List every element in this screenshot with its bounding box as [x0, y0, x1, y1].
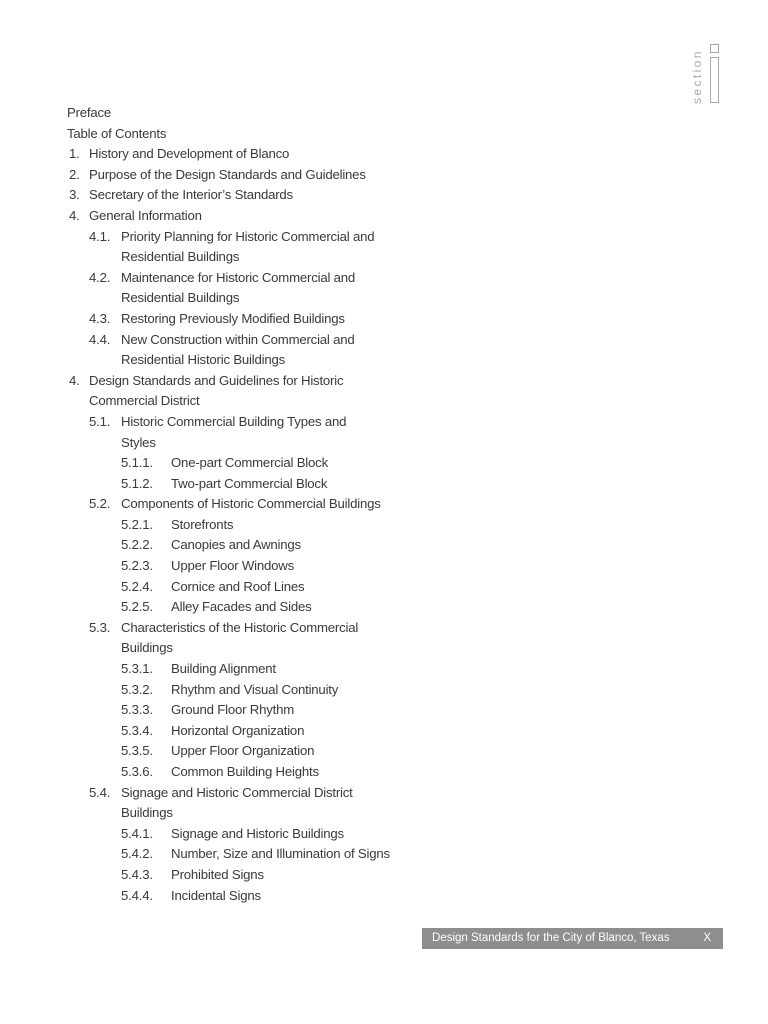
toc-entry-text: Characteristics of the Historic Commercial [121, 619, 359, 635]
toc-entry [67, 309, 527, 330]
toc-entry [67, 515, 527, 536]
toc-entry-number: 5.4.1. [121, 825, 153, 841]
toc-entry-number: 4. [69, 207, 80, 223]
toc-entry-text: Upper Floor Windows [171, 558, 294, 574]
footer-bar [422, 928, 723, 949]
toc-entry-text: Priority Planning for Historic Commercial and [121, 228, 375, 244]
toc-entry-text: Purpose of the Design Standards and Guidelines [89, 166, 366, 182]
toc-entry-text: Ground Floor Rhythm [171, 702, 294, 718]
toc-entry-continuation [67, 803, 527, 824]
toc-entry-continuation [67, 288, 527, 309]
toc-entry-number: 5.4. [89, 784, 111, 800]
toc-entry [67, 144, 527, 165]
toc-entry-text: Upper Floor Organization [171, 743, 315, 759]
toc-entry [67, 865, 527, 886]
toc-entry-number: 5.2.3. [121, 558, 153, 574]
toc-entry [67, 700, 527, 721]
toc-entry-number: 5.3.3. [121, 702, 153, 718]
toc-entry-number: 5.3.4. [121, 722, 153, 738]
toc-entry-number: 2. [69, 166, 80, 182]
toc-entry-text: Commercial District [89, 393, 200, 409]
toc-entry-number: 5.4.3. [121, 866, 153, 882]
toc-entry-continuation [67, 638, 527, 659]
toc-entry [67, 412, 527, 433]
toc-entry-continuation [67, 350, 527, 371]
section-label: section [690, 49, 704, 104]
toc-entry-text: Prohibited Signs [171, 866, 264, 882]
toc-entry-text: Design Standards and Guidelines for Historic [89, 372, 344, 388]
toc-entry-text: Incidental Signs [171, 887, 261, 903]
toc-entry [67, 453, 527, 474]
footer-title: Design Standards for the City of Blanco, Texas [432, 932, 670, 944]
toc-entry [67, 206, 527, 227]
toc-entry-text: One-part Commercial Block [171, 455, 328, 471]
toc-entry-number: 4.2. [89, 269, 111, 285]
toc-entry-number: 5.1.2. [121, 475, 153, 491]
toc-entry-text: Residential Buildings [121, 290, 240, 306]
toc-entry [67, 844, 527, 865]
toc-entry-number: 5.1.1. [121, 455, 153, 471]
toc-entry-number: 5.3.6. [121, 764, 153, 779]
toc-entry-continuation [67, 247, 527, 268]
toc-entry [67, 330, 527, 351]
toc-entry-number: 5.3.1. [121, 661, 153, 677]
toc-entry [67, 659, 527, 680]
toc-entry-text: Buildings [121, 640, 173, 656]
toc-entry-number: 3. [69, 187, 80, 203]
toc-entry-text: Cornice and Roof Lines [171, 578, 305, 594]
toc-entry-text: Common Building Heights [171, 764, 319, 779]
page-number: X [703, 932, 711, 944]
toc-entry [67, 680, 527, 701]
toc-entry-text: Signage and Historic Buildings [171, 825, 344, 841]
toc-entry-number: 5.3.5. [121, 743, 153, 759]
toc-entry-number: 4.3. [89, 310, 111, 326]
toc-entry-number: 5.2.1. [121, 516, 153, 532]
toc-entry-text: Two-part Commercial Block [171, 475, 328, 491]
toc-entry [67, 741, 527, 762]
toc-entry-text: Table of Contents [67, 125, 167, 141]
toc-entry [67, 227, 527, 248]
toc-entry-text: History and Development of Blanco [89, 146, 290, 162]
toc-entry-text: Components of Historic Commercial Buildings [121, 496, 381, 512]
toc-entry-text: Buildings [121, 805, 173, 821]
toc-entry-text: Maintenance for Historic Commercial and [121, 269, 356, 285]
toc-entry-text: Residential Buildings [121, 249, 240, 265]
toc-entry-number: 4.4. [89, 331, 111, 347]
toc-entry [67, 165, 527, 186]
toc-entry [67, 824, 527, 845]
section-number-box [710, 57, 719, 103]
toc-entry [67, 371, 527, 392]
toc-entry-continuation [67, 391, 527, 412]
toc-entry-number: 4.1. [89, 228, 111, 244]
table-of-contents [67, 103, 527, 906]
toc-entry [67, 185, 527, 206]
toc-entry-number: 5.3. [89, 619, 111, 635]
toc-entry-number: 4. [69, 372, 80, 388]
toc-front-matter-item [67, 124, 527, 145]
toc-entry-number: 5.2. [89, 496, 111, 512]
toc-entry-text: Secretary of the Interior’s Standards [89, 187, 293, 203]
toc-front-matter-item [67, 103, 527, 124]
toc-entry-text: Canopies and Awnings [171, 537, 301, 553]
toc-entry-text: Styles [121, 434, 156, 450]
toc-entry-number: 1. [69, 146, 80, 162]
toc-entry-text: Building Alignment [171, 661, 276, 677]
toc-entry-number: 5.4.4. [121, 887, 153, 903]
toc-entry-number: 5.2.4. [121, 578, 153, 594]
toc-entry [67, 577, 527, 598]
toc-entry-number: 5.2.5. [121, 599, 153, 615]
toc-entry-text: New Construction within Commercial and [121, 331, 355, 347]
toc-entry-text: Restoring Previously Modified Buildings [121, 310, 345, 326]
toc-entry [67, 268, 527, 289]
toc-entry [67, 783, 527, 804]
toc-entry [67, 886, 527, 907]
section-tab [690, 44, 722, 104]
toc-entry-continuation [67, 433, 527, 454]
toc-entry-text: Rhythm and Visual Continuity [171, 681, 339, 697]
toc-entry-number: 5.3.2. [121, 681, 153, 697]
toc-entry-number: 5.4.2. [121, 846, 153, 862]
section-marker-box [710, 44, 719, 53]
toc-entry-text: Horizontal Organization [171, 722, 305, 738]
toc-entry [67, 597, 527, 618]
toc-entry-text: Preface [67, 105, 112, 120]
toc-entry [67, 721, 527, 742]
toc-entry-text: Number, Size and Illumination of Signs [171, 846, 390, 862]
toc-entry-text: Alley Facades and Sides [171, 599, 312, 615]
toc-entry [67, 494, 527, 515]
toc-entry [67, 535, 527, 556]
toc-entry-text: Signage and Historic Commercial District [121, 784, 353, 800]
toc-entry [67, 474, 527, 495]
toc-entry [67, 556, 527, 577]
toc-entry-number: 5.1. [89, 413, 111, 429]
toc-entry-text: Residential Historic Buildings [121, 352, 286, 368]
toc-entry-number: 5.2.2. [121, 537, 153, 553]
toc-entry-text: Storefronts [171, 516, 234, 532]
toc-entry [67, 618, 527, 639]
toc-entry-text: Historic Commercial Building Types and [121, 413, 347, 429]
toc-entry-text: General Information [89, 207, 202, 223]
toc-entry [67, 762, 527, 783]
